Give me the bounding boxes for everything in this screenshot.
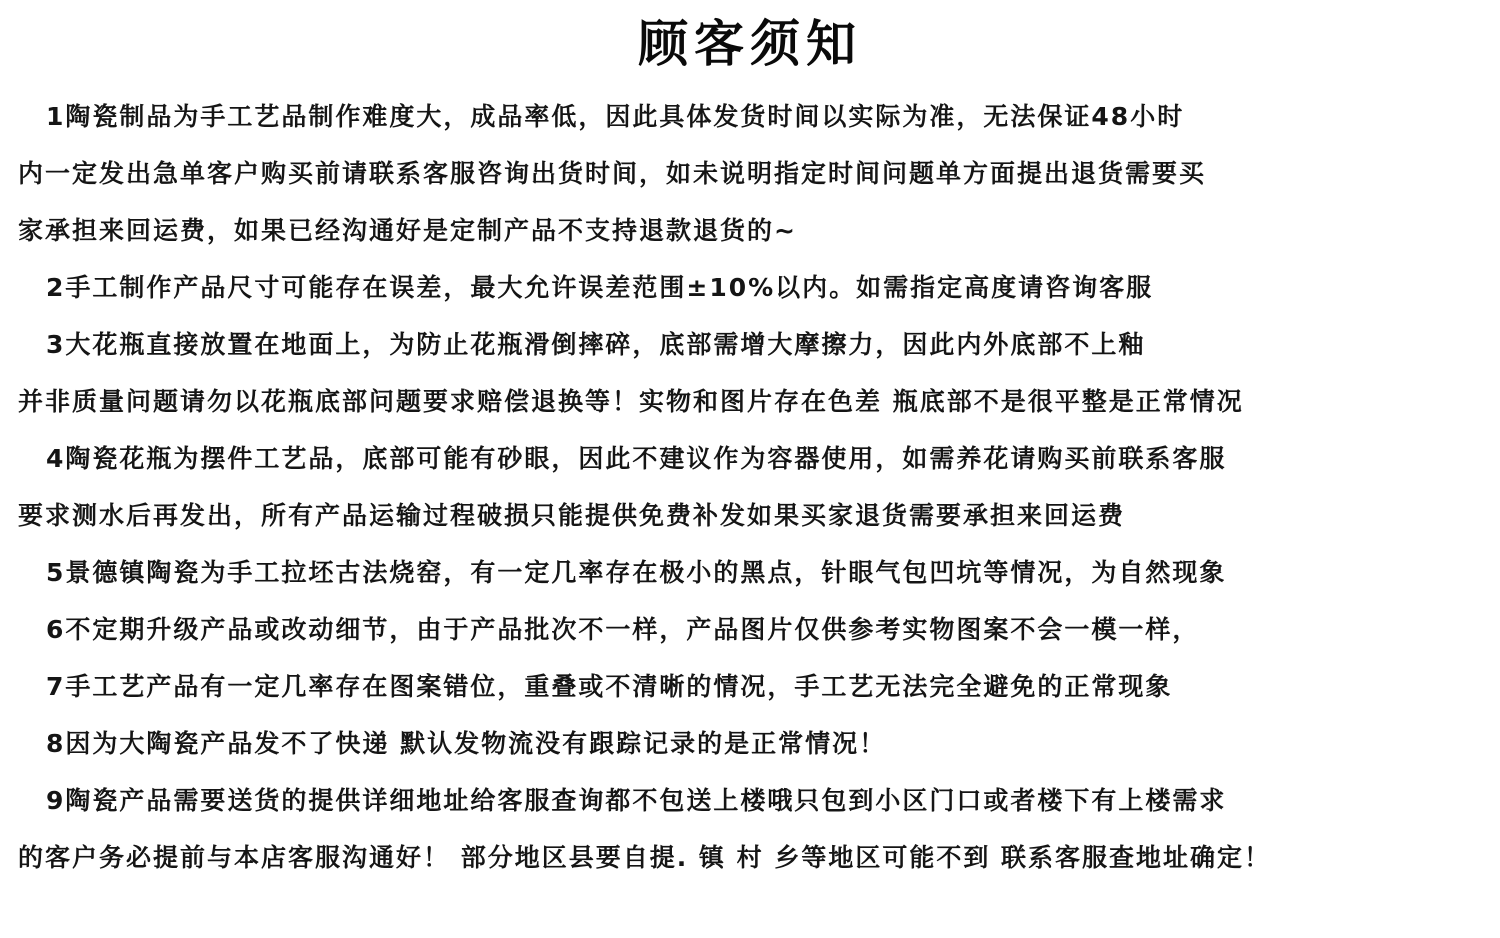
notice-line-8: 要求测水后再发出，所有产品运输过程破损只能提供免费补发如果买家退货需要承担来回运费 [18, 501, 1126, 530]
notice-line-6: 并非质量问题请勿以花瓶底部问题要求赔偿退换等！实物和图片存在色差 瓶底部不是很平整是正常情况 [18, 387, 1244, 416]
notice-line-3: 家承担来回运费，如果已经沟通好是定制产品不支持退款退货的~ [18, 216, 797, 245]
notice-line-9: 5景德镇陶瓷为手工拉坯古法烧窑，有一定几率存在极小的黑点，针眼气包凹坑等情况，为自然现象 [46, 558, 1227, 587]
notice-line-13: 9陶瓷产品需要送货的提供详细地址给客服查询都不包送上楼哦只包到小区门口或者楼下有上楼需求 [46, 786, 1227, 815]
page-title: 顾客须知 [638, 15, 862, 73]
notice-line-7: 4陶瓷花瓶为摆件工艺品，底部可能有砂眼，因此不建议作为容器使用，如需养花请购买前联系客服 [46, 444, 1227, 473]
notice-line-1: 1陶瓷制品为手工艺品制作难度大，成品率低，因此具体发货时间以实际为准，无法保证48小时 [46, 102, 1185, 131]
notice-line-4: 2手工制作产品尺寸可能存在误差，最大允许误差范围±10%以内。如需指定高度请咨询客服 [46, 273, 1154, 302]
notice-line-11: 7手工艺产品有一定几率存在图案错位，重叠或不清晰的情况，手工艺无法完全避免的正常现象 [46, 672, 1173, 701]
notice-line-10: 6不定期升级产品或改动细节，由于产品批次不一样，产品图片仅供参考实物图案不会一模一样， [46, 615, 1200, 644]
notice-line-14: 的客户务必提前与本店客服沟通好！ 部分地区县要自提. 镇 村 乡等地区可能不到 联系客服查地址确定！ [18, 843, 1272, 872]
notice-line-2: 内一定发出急单客户购买前请联系客服咨询出货时间，如未说明指定时间问题单方面提出退货需要买 [18, 159, 1207, 188]
notice-line-5: 3大花瓶直接放置在地面上，为防止花瓶滑倒摔碎，底部需增大摩擦力，因此内外底部不上釉 [46, 330, 1146, 359]
notice-line-12: 8因为大陶瓷产品发不了快递 默认发物流没有跟踪记录的是正常情况！ [46, 729, 887, 758]
